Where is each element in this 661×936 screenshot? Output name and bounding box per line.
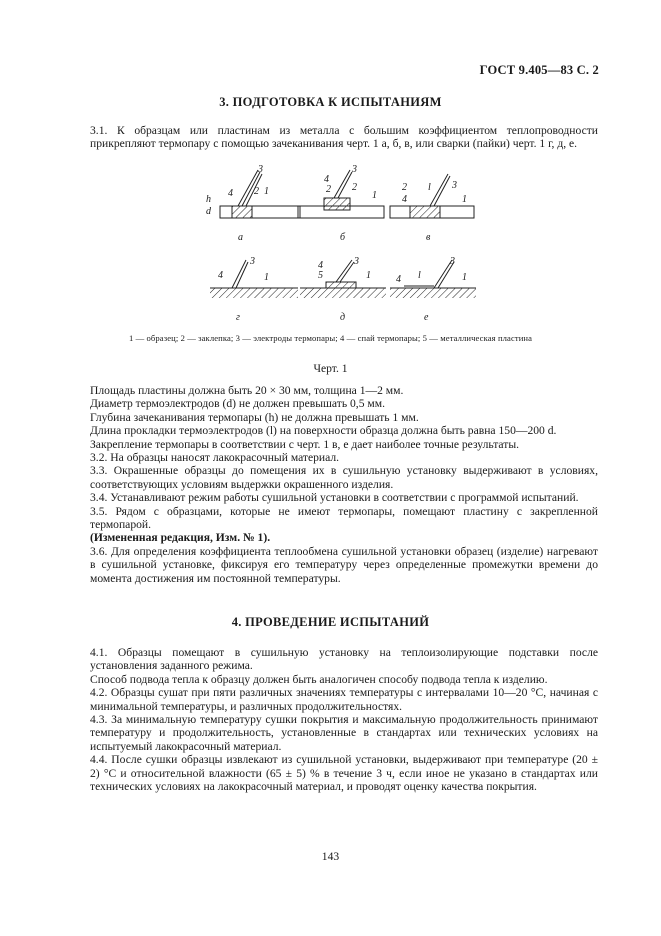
figure-d <box>210 256 298 323</box>
fig-label-a: а <box>238 232 243 243</box>
svg-text:l: l <box>418 270 421 281</box>
svg-text:4: 4 <box>324 174 329 185</box>
svg-text:3: 3 <box>354 256 359 267</box>
svg-text:1: 1 <box>264 272 269 283</box>
paragraph-3-4: 3.4. Устанавливают режим работы сушильной установки в соответствии с программой испытаний. <box>90 491 579 505</box>
paragraph-3-3: 3.3. Окрашенные образцы до помещения их в сушильную установку выдерживают в условиях, соответствующих условиям выдержки окрашенного изделия. <box>90 464 598 491</box>
svg-text:3: 3 <box>258 164 263 175</box>
svg-text:1: 1 <box>264 186 269 197</box>
svg-text:1: 1 <box>366 270 371 281</box>
svg-text:l: l <box>428 182 431 193</box>
amendment-note: (Измененная редакция, Изм. № 1). <box>90 531 271 545</box>
line-depth: Глубина зачеканивания термопары (h) не должна превышать 1 мм. <box>90 410 419 424</box>
paragraph-3-6: 3.6. Для определения коэффициента теплообмена сушильной установки образец (изделие) нагревают в сушильной установке, фиксируя его температуру через определенные промежутки времени до момента достижения им постоянной температуры. <box>90 544 598 585</box>
paragraph-4-4: 4.4. После сушки образцы извлекают из сушильной установки, выдерживают при температуре (20 ± 2) °С и относительной влажности (65 ± 5) % в течение 3 ч, если иное не указано в стандартах или технических условиях на лакокрасочный материал, и проводят оценку качества покрытия. <box>90 753 598 794</box>
figure-e <box>300 256 386 323</box>
fig-label-f: е <box>424 312 429 323</box>
figure-b <box>298 164 384 243</box>
line-fixing: Закрепление термопары в соответствии с черт. 1 в, е дает наиболее точные результаты. <box>90 437 520 451</box>
paragraph-3-1-text: 3.1. К образцам или пластинам из металла с большим коэффициентом теплопроводности прикрепляют термопару с помощью зачеканивания черт. 1 а, б, в, или сварки (пайки) черт. 1 г, д, е. <box>90 124 598 151</box>
svg-text:3: 3 <box>450 256 455 267</box>
svg-text:3: 3 <box>352 164 357 175</box>
paragraph-3-2: 3.2. На образцы наносят лакокрасочный материал. <box>90 451 340 465</box>
section-4-title: 4. ПРОВЕДЕНИЕ ИСПЫТАНИЙ <box>231 615 430 629</box>
page-number: 143 <box>321 850 340 863</box>
fig-label-d: г <box>236 312 240 323</box>
svg-text:4: 4 <box>218 270 223 281</box>
svg-text:4: 4 <box>396 274 401 285</box>
document-header: ГОСТ 9.405—83 С. 2 <box>479 63 599 77</box>
paragraph-3-5: 3.5. Рядом с образцами, которые не имеют термопары, помещают пластину с закрепленной термопарой. <box>90 504 598 532</box>
fig-label-e: д <box>340 312 346 323</box>
svg-text:5: 5 <box>318 270 323 281</box>
figure-title: Черт. 1 <box>313 362 348 375</box>
svg-text:2: 2 <box>402 182 407 193</box>
svg-text:d: d <box>206 206 211 217</box>
paragraph-4-1: 4.1. Образцы помещают в сушильную установку на теплоизолирующие подставки после установления заданного режима. <box>90 646 598 673</box>
paragraph-4-1-b: Способ подвода тепла к образцу должен быть аналогичен способу подвода тепла к изделию. <box>90 672 548 686</box>
svg-text:2: 2 <box>254 186 259 197</box>
fig-label-b: б <box>340 232 346 243</box>
svg-text:4: 4 <box>402 194 407 205</box>
figure-f <box>390 256 476 323</box>
svg-text:4: 4 <box>318 260 323 271</box>
svg-text:2: 2 <box>352 182 357 193</box>
paragraph-4-2: 4.2. Образцы сушат при пяти различных значениях температуры с интервалами 10—20 °С, начиная с минимальной температуры, и различных продолжительностях. <box>90 686 598 713</box>
figure-a <box>206 164 300 243</box>
svg-text:1: 1 <box>462 194 467 205</box>
svg-text:3: 3 <box>250 256 255 267</box>
figure-caption: 1 — образец; 2 — заклепка; 3 — электроды термопары; 4 — спай термопары; 5 — металлическая пластина <box>128 333 533 343</box>
body-text-section-4 <box>90 646 598 793</box>
paragraph-4-3: 4.3. За минимальную температуру сушки покрытия и максимальную продолжительность принимают температуру и продолжительность, установленные в стандартах или технических условиях на испытуемый лакокрасочный материал. <box>90 713 598 753</box>
svg-text:1: 1 <box>372 190 377 201</box>
line-diameter: Диаметр термоэлектродов (d) не должен превышать 0,5 мм. <box>90 397 385 411</box>
fig-label-c: в <box>426 232 431 243</box>
figure-c <box>390 174 474 243</box>
line-plate-area: Площадь пластины должна быть 20 × 30 мм, толщина 1—2 мм. <box>90 384 404 397</box>
figure-1-drawing <box>180 160 500 325</box>
svg-text:h: h <box>206 194 211 205</box>
svg-text:2: 2 <box>326 184 331 195</box>
svg-text:4: 4 <box>228 188 233 199</box>
line-length: Длина прокладки термоэлектродов (l) на поверхности образца должна быть равна 150—200 d. <box>90 424 557 438</box>
figure-1 <box>180 160 500 325</box>
svg-text:1: 1 <box>462 272 467 283</box>
paragraph-3-1 <box>90 124 598 151</box>
svg-text:3: 3 <box>452 180 457 191</box>
body-text-section-3 <box>90 384 598 585</box>
section-3-title: 3. ПОДГОТОВКА К ИСПЫТАНИЯМ <box>219 95 442 109</box>
